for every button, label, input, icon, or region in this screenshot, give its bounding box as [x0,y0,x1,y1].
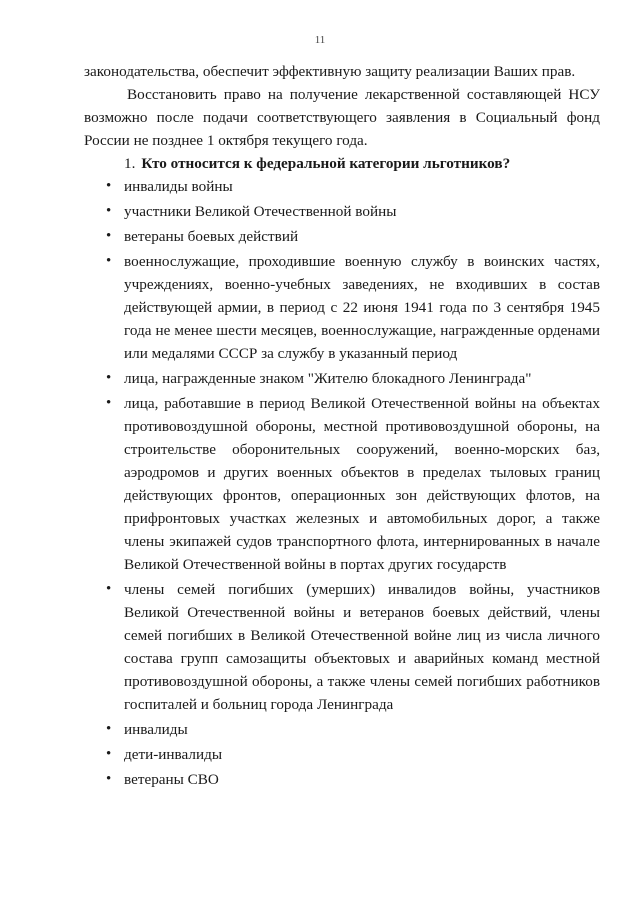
paragraph-continuation: законодательства, обеспечит эффективную защиту реализации Ваших прав. [84,63,576,80]
bullet-icon: • [106,203,112,219]
bullet-icon: • [106,178,112,194]
list-item [84,367,600,390]
section-title: Кто относится к федеральной категории льготников? [141,155,511,172]
list-item-text: ветераны боевых действий [124,228,299,245]
list-item-text: лица, награжденные знаком "Жителю блокадного Ленинграда" [124,370,532,387]
bullet-icon: • [106,395,112,411]
bullet-icon: • [106,370,112,386]
list-item [84,392,600,576]
bullet-icon: • [106,721,112,737]
bullet-icon: • [106,253,112,269]
bullet-icon: • [106,581,112,597]
list-item-text: ветераны СВО [124,771,219,788]
list-item [84,718,600,741]
paragraph-restore-right: Восстановить право на получение лекарственной составляющей НСУ возможно после подачи соответствующего заявления в Социальный фонд России не позднее 1 октября текущего года. [84,86,600,149]
list-item-text: инвалиды войны [124,178,233,195]
list-item-text: члены семей погибших (умерших) инвалидов войны, участников Великой Отечественной войны и ветеранов боевых действий, члены семей погибших в Великой Отечественной войне лиц из числа личного состава групп самозащиты объектовых и аварийных команд местной противовоздушной обороны, а также члены семей погибших работников госпиталей и больниц города Ленинграда [124,581,600,713]
bullet-icon: • [106,228,112,244]
list-item [84,250,600,365]
bullet-icon: • [106,746,112,762]
section-number: 1. [124,155,136,172]
beneficiary-list [84,175,600,791]
list-item [84,768,600,791]
list-item [84,225,600,248]
list-item-text: дети-инвалиды [124,746,223,763]
list-item-text: военнослужащие, проходившие военную службу в воинских частях, учреждениях, военно-учебных заведениях, не входивших в состав действующей армии, в период с 22 июня 1941 года по 3 сентября 1945 года не менее шести месяцев, военнослужащие, награжденные орденами или медалями СССР за службу в указанный период [124,253,600,362]
list-item [84,743,600,766]
list-item-text: участники Великой Отечественной войны [124,203,397,220]
list-item [84,175,600,198]
list-item [84,578,600,716]
bullet-icon: • [106,771,112,787]
document-body [84,60,600,793]
page-number: 11 [314,34,326,46]
list-item-text: лица, работавшие в период Великой Отечественной войны на объектах противовоздушной обороны, местной противовоздушной обороны, на строительстве оборонительных сооружений, военно-морских баз, аэродромов и других военных объектов в пределах тыловых границ действующих фронтов, операционных зон действующих флотов, на прифронтовых участках железных и автомобильных дорог, а также члены экипажей судов транспортного флота, интернированных в начале Великой Отечественной войны в портах других государств [124,395,600,573]
list-item [84,200,600,223]
list-item-text: инвалиды [124,721,188,738]
section-heading [84,152,600,175]
